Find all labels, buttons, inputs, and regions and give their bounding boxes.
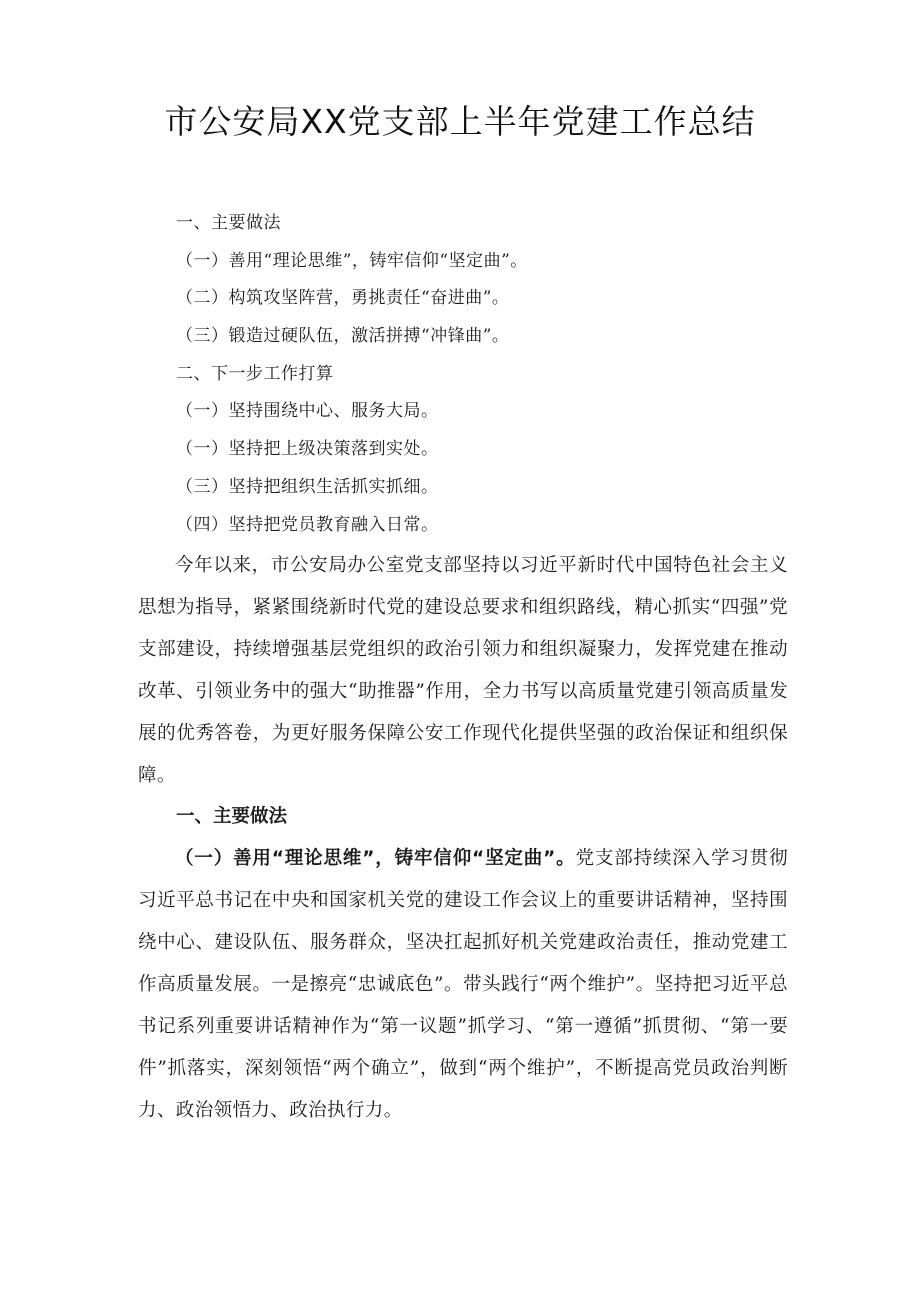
outline-item: （三）锻造过硬队伍，激活拼搏“冲锋曲”。 [176, 326, 510, 347]
section-heading: 一、主要做法 [176, 806, 288, 827]
subsection-text: 党支部持续深入学习贯彻习近平总书记在中央和国家机关党的建设工作会议上的重要讲话精神，坚持围绕中心、建设队伍、服务群众，坚决扛起抓好机关党建政治责任，推动党建工作高质量发展。一是擦亮“忠诚底色”。带头践行“两个维护”。坚持把习近平总书记系列重要讲话精神作为“第一议题”抓学习、“第一遵循”抓贯彻、“第一要件”抓落实，深刻领悟“两个确立”，做到“两个维护”，不断提高党员政治判断力、政治领悟力、政治执行力。 [138, 848, 788, 1121]
section-1-body [138, 838, 788, 1132]
outline-item: （一）善用“理论思维”，铸牢信仰“坚定曲”。 [176, 250, 528, 271]
outline-list [176, 205, 816, 544]
outline-item: （二）构筑攻坚阵营，勇挑责任“奋进曲”。 [176, 288, 510, 309]
outline-item: （三）坚持把组织生活抓实抓细。 [176, 476, 439, 497]
intro-paragraph: 今年以来，市公安局办公室党支部坚持以习近平新时代中国特色社会主义思想为指导，紧紧围绕新时代党的建设总要求和组织路线，精心抓实“四强”党支部建设，持续增强基层党组织的政治引领力和组织凝聚力，发挥党建在推动改革、引领业务中的强大“助推器”作用，全力书写以高质量党建引领高质量发展的优秀答卷，为更好服务保障公安工作现代化提供坚强的政治保证和组织保障。 [138, 555, 788, 786]
outline-item: 二、下一步工作打算 [176, 363, 334, 384]
intro-section [138, 545, 788, 797]
outline-item: 一、主要做法 [176, 213, 281, 233]
section-1-paragraph [138, 838, 788, 1132]
document-title: 市公安局XX党支部上半年党建工作总结 [164, 102, 756, 141]
outline-item: （一）坚持把上级决策落到实处。 [176, 439, 439, 460]
outline-item: （一）坚持围绕中心、服务大局。 [176, 401, 439, 422]
outline-item: （四）坚持把党员教育融入日常。 [176, 514, 439, 535]
subsection-lead: （一）善用“理论思维”，铸牢信仰“坚定曲”。 [175, 848, 576, 869]
